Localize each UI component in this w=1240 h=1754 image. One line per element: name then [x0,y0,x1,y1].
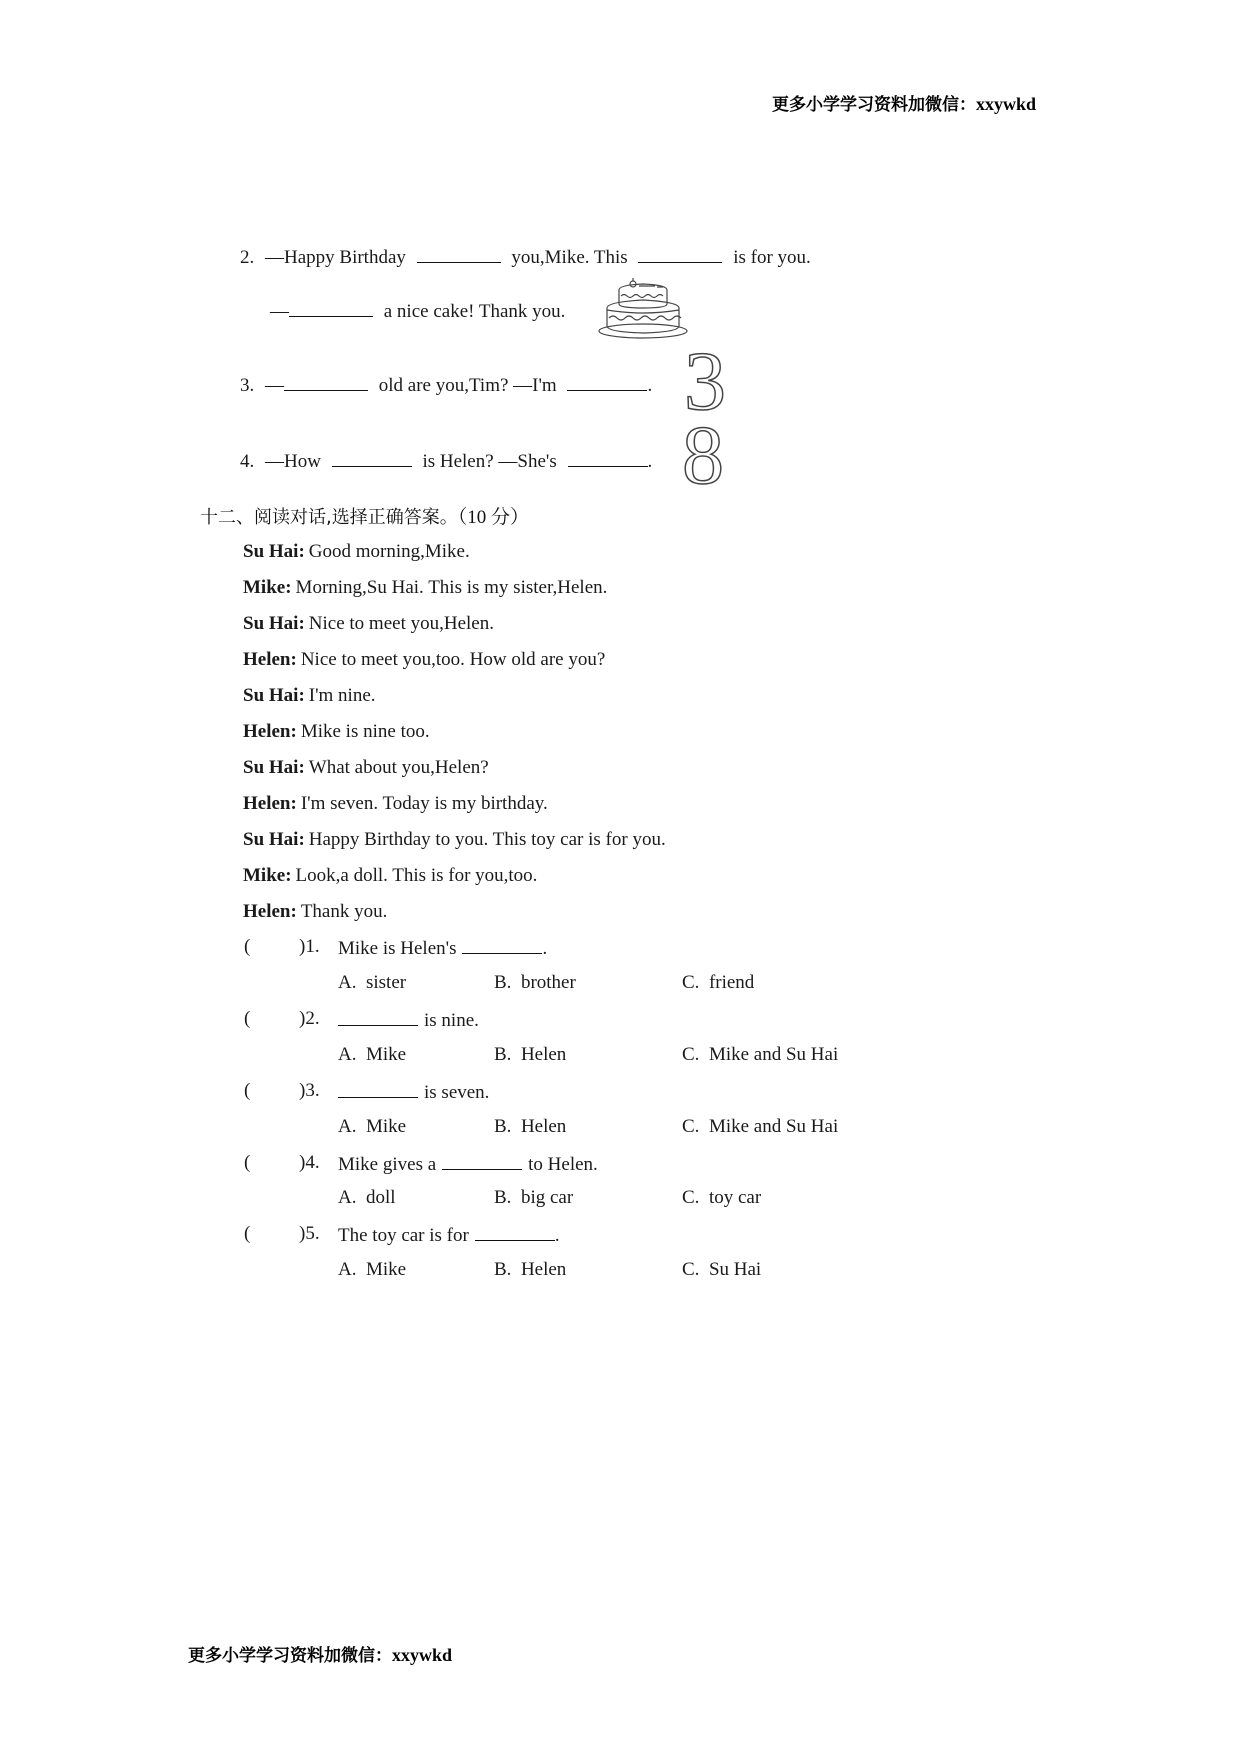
colon: : [290,649,297,670]
section-heading [200,502,529,529]
period: . [647,451,653,472]
answer-blank[interactable] [284,372,368,391]
dialogue-text: Mike is nine too. [300,721,430,742]
answer-blank[interactable] [567,372,647,391]
dialogue-line [243,756,489,780]
option-b[interactable]: B. Helen [494,1116,567,1137]
option-b[interactable]: B. Helen [494,1259,567,1280]
answer-paren-close: )1. [299,936,320,957]
footer-watermark-cn: 更多小学学习资料加微信： [188,1646,392,1666]
answer-blank[interactable] [338,1079,418,1098]
footer-watermark-id: xxywkd [392,1645,453,1665]
answer-blank[interactable] [462,935,542,954]
question-1-options [0,971,1240,995]
answer-paren-open[interactable]: ( [244,1080,251,1101]
speaker-name: Mike [243,865,286,886]
question-text: The toy car is for . [338,1222,560,1248]
speaker-name: Helen [243,793,291,814]
item-number: 4. [240,451,255,472]
dash: — [270,301,289,322]
dialogue-text: I'm nine. [308,685,376,706]
dialogue-text: Good morning,Mike. [308,541,470,562]
question-number: 3. [305,1080,320,1101]
answer-paren-close: )2. [299,1008,320,1029]
section-points: （10 分） [457,507,529,528]
dialogue-line [243,648,605,672]
item-text: is Helen? —She's [422,451,557,472]
question-number: 1. [305,936,320,957]
dialogue-line [243,540,470,564]
question-4-options [0,1186,1240,1210]
question-1 [244,935,944,959]
speaker-name: Su Hai [243,829,299,850]
dialogue-text: Morning,Su Hai. This is my sister,Helen. [295,577,608,598]
speaker-name: Su Hai [243,685,299,706]
answer-blank[interactable] [475,1222,555,1241]
colon: : [285,865,292,886]
colon: : [298,829,305,850]
fill-in-item-2-line-1 [240,244,811,270]
colon: : [285,577,292,598]
answer-paren-open[interactable]: ( [244,1152,251,1173]
dialogue-line [243,576,607,600]
option-a[interactable]: A. Mike [338,1259,407,1280]
option-b[interactable]: B. Helen [494,1044,567,1065]
answer-paren-close: )3. [299,1080,320,1101]
fill-in-item-2-line-2 [270,298,565,324]
number-eight-picture: 8 [682,409,724,502]
question-3 [244,1079,944,1103]
dialogue-text: Nice to meet you,Helen. [308,613,494,634]
answer-blank[interactable] [442,1151,522,1170]
period: . [647,375,653,396]
dialogue-text: What about you,Helen? [308,757,489,778]
fill-in-item-3 [240,372,652,398]
item-text: you,Mike. This [511,247,628,268]
question-4 [244,1151,944,1175]
question-2-options [0,1043,1240,1067]
dialogue-line [243,612,494,636]
question-3-options [0,1115,1240,1139]
option-c[interactable]: C. toy car [682,1187,762,1208]
option-c[interactable]: C. Mike and Su Hai [682,1116,839,1137]
number-three-picture: 3 [684,335,726,428]
answer-blank[interactable] [332,448,412,467]
item-text: is for you. [733,247,811,268]
colon: : [298,757,305,778]
colon: : [298,613,305,634]
speaker-name: Helen [243,721,291,742]
dialogue-text: Nice to meet you,too. How old are you? [300,649,606,670]
answer-blank[interactable] [338,1007,418,1026]
option-c[interactable]: C. Mike and Su Hai [682,1044,839,1065]
speaker-name: Su Hai [243,757,299,778]
item-text: —How [265,451,321,472]
item-number: 2. [240,247,255,268]
dialogue-text: I'm seven. Today is my birthday. [300,793,548,814]
colon: : [290,793,297,814]
header-watermark-cn: 更多小学学习资料加微信： [772,95,976,115]
dialogue-line [243,828,666,852]
question-5-options [0,1258,1240,1282]
fill-in-item-4 [240,448,652,474]
speaker-name: Helen [243,649,291,670]
speaker-name: Su Hai [243,541,299,562]
question-number: 4. [305,1152,320,1173]
answer-blank[interactable] [568,448,648,467]
option-a[interactable]: A. Mike [338,1116,407,1137]
question-text: is seven. [338,1079,489,1105]
item-text: old are you,Tim? —I'm [378,375,557,396]
option-c[interactable]: C. Su Hai [682,1259,762,1280]
dialogue-text: Look,a doll. This is for you,too. [295,865,538,886]
option-a[interactable]: A. Mike [338,1044,407,1065]
option-a[interactable]: A. doll [338,1187,396,1208]
answer-paren-close: )5. [299,1223,320,1244]
speaker-name: Helen [243,901,291,922]
item-number: 3. [240,375,255,396]
speaker-name: Su Hai [243,613,299,634]
answer-blank[interactable] [638,244,722,263]
question-text: Mike gives a to Helen. [338,1151,598,1177]
speaker-name: Mike [243,577,286,598]
dialogue-text: Thank you. [300,901,388,922]
birthday-cake-icon [597,278,689,340]
header-watermark [772,90,1036,115]
question-text: is nine. [338,1007,479,1033]
item-text: —Happy Birthday [265,247,406,268]
footer-watermark [188,1641,452,1666]
dialogue-line [243,684,376,708]
option-c[interactable]: C. friend [682,972,755,993]
question-2 [244,1007,944,1031]
header-watermark-id: xxywkd [976,94,1037,114]
question-number: 2. [305,1008,320,1029]
dialogue-line [243,792,548,816]
answer-paren-close: )4. [299,1152,320,1173]
dialogue-text: Happy Birthday to you. This toy car is for you. [308,829,666,850]
question-5 [244,1222,944,1246]
section-title: 十二、阅读对话,选择正确答案。 [200,507,458,528]
colon: : [290,721,297,742]
dialogue-line [243,864,537,888]
answer-blank[interactable] [289,298,373,317]
option-b[interactable]: B. brother [494,972,576,993]
option-a[interactable]: A. sister [338,972,407,993]
option-b[interactable]: B. big car [494,1187,574,1208]
colon: : [298,685,305,706]
colon: : [298,541,305,562]
dialogue-line [243,900,387,924]
item-text: a nice cake! Thank you. [383,301,566,322]
question-text: Mike is Helen's . [338,935,547,961]
dialogue-line [243,720,430,744]
answer-paren-open[interactable]: ( [244,1008,251,1029]
answer-paren-open[interactable]: ( [244,936,251,957]
answer-paren-open[interactable]: ( [244,1223,251,1244]
answer-blank[interactable] [417,244,501,263]
colon: : [290,901,297,922]
question-number: 5. [305,1223,320,1244]
dash: — [265,375,284,396]
